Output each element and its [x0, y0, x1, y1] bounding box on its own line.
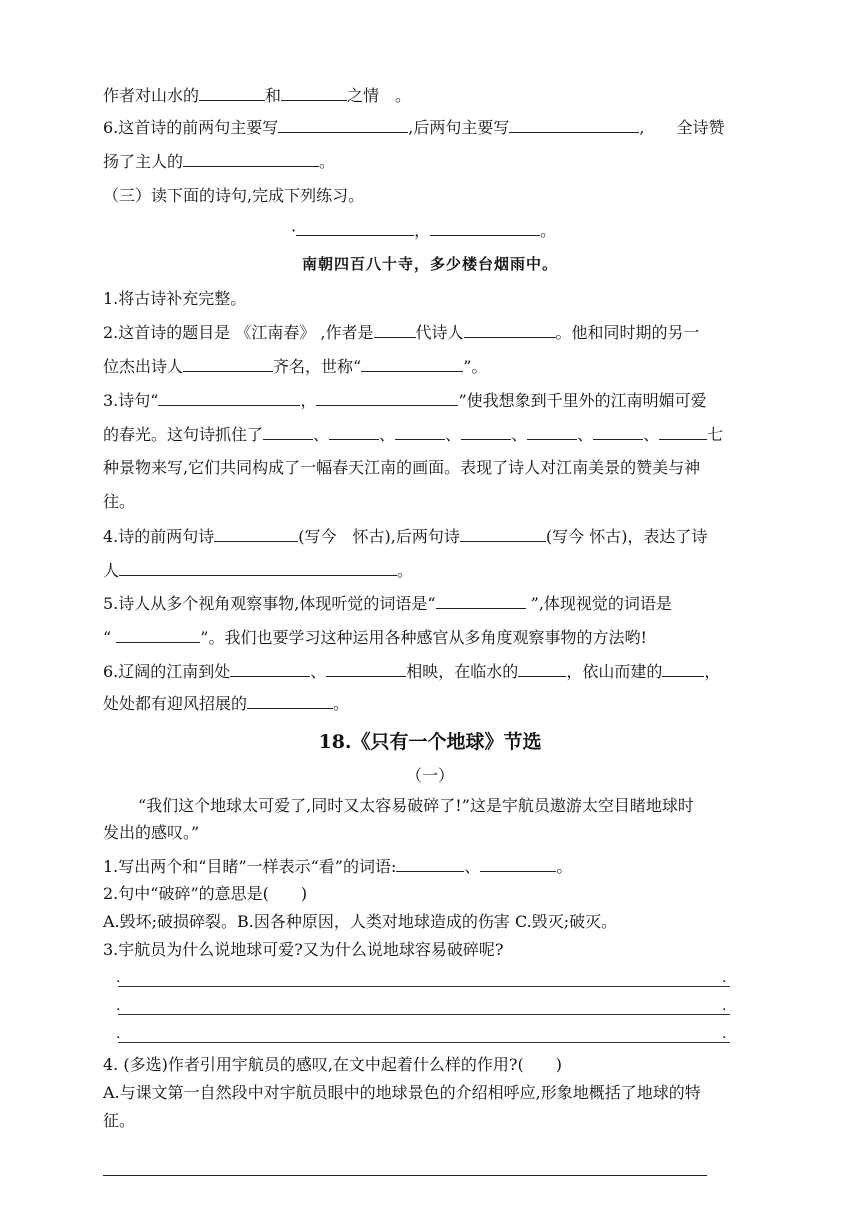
sub-question-1: 1.将古诗补充完整。	[103, 289, 247, 308]
answer-blank[interactable]	[214, 525, 298, 542]
answer-line[interactable]	[118, 1014, 730, 1015]
quote-text: “我们这个地球太可爱了,同时又太容易破碎了!”这是宇航员遨游太空目睹地球时	[138, 796, 694, 815]
sub-question-6	[103, 660, 720, 683]
text: 1.写出两个和“目睹”一样表示“看”的词语:	[103, 857, 397, 876]
text: 和	[265, 86, 282, 105]
answer-blank[interactable]	[395, 423, 445, 440]
answer-blank[interactable]	[183, 150, 319, 167]
text: 、	[577, 425, 594, 444]
answer-blank[interactable]	[464, 321, 556, 338]
sub-question-5	[103, 592, 672, 615]
text: 齐名，世称“	[273, 357, 362, 376]
poem-line-1	[291, 219, 556, 242]
footer-rule	[103, 1175, 707, 1176]
sub-question-3-cont	[103, 423, 723, 446]
task-3: 3.宇航员为什么说地球可爱?又为什么说地球容易破碎呢?	[103, 940, 504, 959]
text: 之情 。	[347, 86, 412, 105]
question-6-cont	[103, 150, 335, 173]
task-1	[103, 855, 572, 878]
answer-blank[interactable]	[374, 321, 416, 338]
text: ”。	[463, 357, 488, 376]
text: ·	[291, 221, 297, 240]
part-heading: （一）	[405, 766, 454, 785]
text: ，	[704, 662, 721, 681]
text: 位杰出诗人	[103, 357, 184, 376]
answer-blank[interactable]	[230, 660, 310, 677]
text: 相映，在临水的	[406, 662, 519, 681]
answer-line[interactable]	[118, 1042, 730, 1043]
section-3-heading: （三）读下面的诗句,完成下列练习。	[103, 186, 365, 205]
text: 6.辽阔的江南到处	[103, 662, 231, 681]
answer-blank[interactable]	[527, 423, 577, 440]
answer-blank[interactable]	[296, 219, 414, 236]
sub-question-2-cont	[103, 355, 487, 378]
quote-text-cont: 发出的感叹。”	[103, 823, 200, 842]
answer-blank[interactable]	[247, 692, 333, 709]
text: 七	[707, 425, 724, 444]
line-dot: .	[722, 998, 727, 1014]
task-4: 4. (多选)作者引用宇航员的感叹,在文中起着什么样的作用?( )	[103, 1055, 562, 1074]
sub-question-3	[103, 389, 707, 412]
sub-question-4-cont	[103, 559, 413, 582]
text: 。	[333, 694, 350, 713]
answer-blank[interactable]	[329, 423, 379, 440]
text: ，依山而建的	[566, 662, 663, 681]
sub-question-6-cont	[103, 692, 349, 715]
text: 处处都有迎风招展的	[103, 694, 248, 713]
answer-blank[interactable]	[436, 592, 526, 609]
text: 、	[445, 425, 462, 444]
text: “	[103, 628, 117, 647]
line-dot: .	[116, 998, 121, 1014]
text: , 全诗赞	[639, 118, 725, 137]
answer-blank[interactable]	[430, 219, 540, 236]
text: 4.诗的前两句诗	[103, 527, 215, 546]
answer-blank[interactable]	[662, 660, 704, 677]
text: 、	[643, 425, 660, 444]
sub-question-3-cont2: 种景物来写,它们共同构成了一幅春天江南的画面。表现了诗人对江南美景的赞美与神	[103, 458, 701, 477]
text: 代诗人	[415, 323, 464, 342]
text: 、	[464, 857, 481, 876]
answer-blank[interactable]	[361, 355, 463, 372]
text: 。他和同时期的另一	[555, 323, 700, 342]
text: (写今 怀古),后两句诗	[298, 527, 460, 546]
answer-blank[interactable]	[396, 855, 464, 872]
text: ”,体现视觉的词语是	[525, 594, 672, 613]
answer-blank[interactable]	[183, 355, 273, 372]
text: 。	[540, 221, 557, 240]
answer-blank[interactable]	[480, 855, 556, 872]
answer-blank[interactable]	[326, 660, 406, 677]
answer-blank[interactable]	[281, 84, 347, 101]
sub-question-5-cont	[103, 626, 647, 649]
text: 扬了主人的	[103, 152, 184, 171]
text: ”。我们也要学习这种运用各种感官从多角度观察事物的方法哟!	[200, 628, 647, 647]
text: 作者对山水的	[103, 86, 200, 105]
poem-line-2: 南朝四百八十寺，多少楼台烟雨中。	[301, 255, 558, 273]
text: 、	[379, 425, 396, 444]
answer-blank[interactable]	[518, 660, 566, 677]
text: 、	[310, 662, 327, 681]
answer-blank[interactable]	[593, 423, 643, 440]
line-dot: .	[722, 970, 727, 986]
text: 2.这首诗的题目是 《江南春》 ,作者是	[103, 323, 374, 342]
text: 5.诗人从多个视角观察事物,体现听觉的词语是“	[103, 594, 436, 613]
text: (写今 怀古)，表达了诗	[545, 527, 708, 546]
line-dot: .	[722, 1026, 727, 1042]
text: 6.这首诗的前两句主要写	[103, 118, 279, 137]
answer-blank[interactable]	[659, 423, 707, 440]
section-title-18: 18.《只有一个地球》节选	[318, 731, 542, 753]
answer-blank[interactable]	[263, 423, 313, 440]
task-2-options: A.毁坏;破损碎裂。B.因各种原因，人类对地球造成的伤害 C.毁灭;破灭。	[103, 912, 618, 931]
answer-blank[interactable]	[278, 116, 408, 133]
text: ”使我想象到千里外的江南明媚可爱	[458, 391, 707, 410]
question-6	[103, 116, 724, 139]
text: 、	[511, 425, 528, 444]
answer-blank[interactable]	[199, 84, 265, 101]
answer-blank[interactable]	[460, 525, 546, 542]
answer-blank[interactable]	[461, 423, 511, 440]
text: ,后两句主要写	[408, 118, 510, 137]
text: ，	[414, 221, 431, 240]
answer-line[interactable]	[118, 986, 730, 987]
task-4-option-a-cont: 征。	[103, 1111, 136, 1130]
answer-blank[interactable]	[116, 626, 200, 643]
fragment-line	[103, 84, 411, 107]
text: 。	[319, 152, 336, 171]
sub-question-2	[103, 321, 700, 344]
text: 3.诗句“	[103, 391, 159, 410]
answer-blank[interactable]	[158, 389, 300, 406]
line-dot: .	[116, 970, 121, 986]
text: 。	[556, 857, 573, 876]
text: 。	[397, 561, 414, 580]
text: ，	[300, 391, 317, 410]
task-4-option-a: A.与课文第一自然段中对宇航员眼中的地球景色的介绍相呼应,形象地概括了地球的特	[103, 1083, 701, 1102]
sub-question-4	[103, 525, 707, 548]
answer-blank[interactable]	[509, 116, 639, 133]
answer-blank[interactable]	[316, 389, 458, 406]
task-2: 2.句中“破碎”的意思是( )	[103, 884, 308, 903]
line-dot: .	[116, 1026, 121, 1042]
text: 、	[313, 425, 330, 444]
sub-question-3-cont3: 往。	[103, 492, 136, 511]
answer-blank[interactable]	[119, 559, 397, 576]
text: 的春光。这句诗抓住了	[103, 425, 264, 444]
text: 人	[103, 561, 120, 580]
